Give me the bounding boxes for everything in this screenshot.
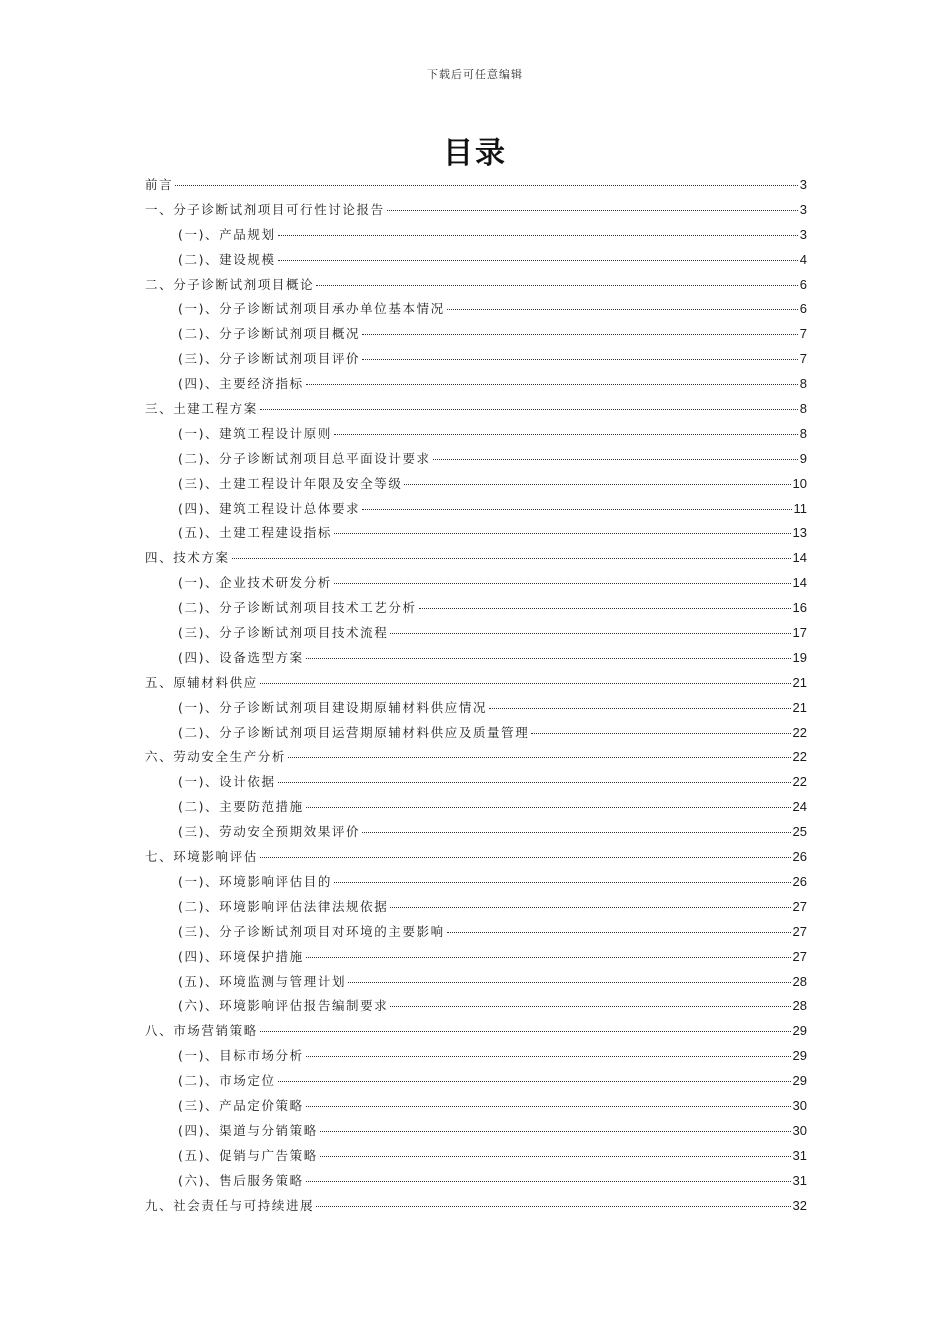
- toc-dot-leader: [320, 1156, 791, 1157]
- toc-section-entry[interactable]: [145, 947, 807, 972]
- toc-entry-title: (四)、环境保护措施: [178, 948, 304, 964]
- toc-section-entry[interactable]: [145, 996, 807, 1021]
- toc-page-number: 26: [792, 849, 807, 865]
- toc-entry-title: (三)、分子诊断试剂项目评价: [178, 351, 361, 367]
- toc-page-number: 21: [792, 699, 807, 715]
- toc-section-entry[interactable]: [145, 523, 807, 548]
- toc-dot-leader: [260, 409, 798, 410]
- toc-entry-title: (五)、环境监测与管理计划: [178, 973, 347, 989]
- toc-page-number: 26: [792, 873, 807, 889]
- toc-dot-leader: [387, 210, 798, 211]
- toc-entry-title: 前言: [145, 177, 174, 192]
- toc-dot-leader: [390, 907, 790, 908]
- toc-entry-title: 七、环境影响评估: [145, 849, 258, 865]
- toc-section-entry[interactable]: [145, 797, 807, 822]
- toc-page-number: 8: [799, 376, 807, 392]
- toc-section-entry[interactable]: [145, 723, 807, 748]
- toc-entry-title: (一)、分子诊断试剂项目承办单位基本情况: [178, 301, 445, 317]
- toc-section-entry[interactable]: [145, 1071, 807, 1096]
- toc-chapter-entry[interactable]: [145, 847, 807, 872]
- toc-entry-title: 五、原辅材料供应: [145, 674, 258, 690]
- toc-section-entry[interactable]: [145, 698, 807, 723]
- toc-page-number: 21: [792, 674, 807, 690]
- toc-dot-leader: [316, 285, 798, 286]
- toc-page-number: 13: [792, 525, 807, 541]
- toc-dot-leader: [404, 484, 790, 485]
- toc-entry-title: (四)、设备选型方案: [178, 649, 304, 665]
- toc-section-entry[interactable]: [145, 474, 807, 499]
- toc-page-number: 22: [792, 774, 807, 790]
- toc-entry-title: (三)、分子诊断试剂项目技术流程: [178, 625, 389, 641]
- toc-entry-title: (五)、土建工程建设指标: [178, 525, 332, 541]
- toc-chapter-entry[interactable]: [145, 1021, 807, 1046]
- toc-page-number: 7: [799, 326, 807, 342]
- toc-section-entry[interactable]: [145, 972, 807, 997]
- toc-section-entry[interactable]: [145, 922, 807, 947]
- toc-section-entry[interactable]: [145, 225, 807, 250]
- toc-entry-title: (三)、分子诊断试剂项目对环境的主要影响: [178, 923, 445, 939]
- toc-section-entry[interactable]: [145, 499, 807, 524]
- toc-page-number: 14: [792, 550, 807, 566]
- toc-entry-title: 二、分子诊断试剂项目概论: [145, 276, 315, 292]
- toc-entry-title: 六、劳动安全生产分析: [145, 749, 287, 765]
- toc-chapter-entry[interactable]: [145, 175, 807, 200]
- toc-entry-title: (一)、产品规划: [178, 226, 276, 242]
- toc-dot-leader: [447, 309, 798, 310]
- toc-page-number: 22: [792, 749, 807, 765]
- toc-dot-leader: [260, 857, 791, 858]
- toc-entry-title: (二)、环境影响评估法律法规依据: [178, 898, 389, 914]
- toc-dot-leader: [278, 235, 798, 236]
- toc-entry-title: (四)、主要经济指标: [178, 376, 304, 392]
- toc-dot-leader: [260, 1031, 791, 1032]
- toc-section-entry[interactable]: [145, 324, 807, 349]
- toc-chapter-entry[interactable]: [145, 275, 807, 300]
- toc-section-entry[interactable]: [145, 299, 807, 324]
- toc-section-entry[interactable]: [145, 897, 807, 922]
- toc-entry-title: (二)、建设规模: [178, 251, 276, 267]
- toc-entry-title: (一)、环境影响评估目的: [178, 873, 332, 889]
- toc-page-number: 9: [799, 450, 807, 466]
- toc-page-number: 32: [792, 1197, 807, 1213]
- toc-page-number: 10: [792, 475, 807, 491]
- toc-entry-title: (二)、主要防范措施: [178, 799, 304, 815]
- toc-page-number: 8: [799, 425, 807, 441]
- toc-entry-title: (一)、分子诊断试剂项目建设期原辅材料供应情况: [178, 699, 488, 715]
- toc-dot-leader: [362, 509, 791, 510]
- toc-entry-title: (三)、产品定价策略: [178, 1097, 304, 1113]
- toc-dot-leader: [362, 832, 790, 833]
- toc-chapter-entry[interactable]: [145, 548, 807, 573]
- toc-section-entry[interactable]: [145, 1046, 807, 1071]
- toc-page-number: 28: [792, 973, 807, 989]
- toc-dot-leader: [306, 384, 798, 385]
- toc-page-number: 25: [792, 824, 807, 840]
- toc-page-number: 29: [792, 1023, 807, 1039]
- toc-section-entry[interactable]: [145, 424, 807, 449]
- toc-page-number: 6: [799, 276, 807, 292]
- toc-section-entry[interactable]: [145, 374, 807, 399]
- toc-dot-leader: [531, 733, 790, 734]
- toc-chapter-entry[interactable]: [145, 673, 807, 698]
- toc-section-entry[interactable]: [145, 623, 807, 648]
- toc-page-number: 30: [792, 1122, 807, 1138]
- toc-page-number: 28: [792, 998, 807, 1014]
- toc-title: 目录: [443, 136, 507, 171]
- toc-dot-leader: [316, 1206, 790, 1207]
- toc-dot-leader: [334, 434, 798, 435]
- toc-entry-title: (二)、分子诊断试剂项目技术工艺分析: [178, 600, 417, 616]
- toc-page-number: 24: [792, 799, 807, 815]
- toc-page-number: 29: [792, 1048, 807, 1064]
- toc-dot-leader: [433, 459, 798, 460]
- toc-page-number: 8: [799, 401, 807, 417]
- toc-page-number: 4: [799, 251, 807, 267]
- toc-chapter-entry[interactable]: [145, 747, 807, 772]
- toc-page-number: 27: [792, 923, 807, 939]
- toc-dot-leader: [334, 882, 791, 883]
- toc-section-entry[interactable]: [145, 648, 807, 673]
- toc-dot-leader: [278, 1081, 791, 1082]
- toc-dot-leader: [390, 1006, 790, 1007]
- toc-dot-leader: [447, 932, 791, 933]
- toc-chapter-entry[interactable]: [145, 1196, 807, 1221]
- toc-dot-leader: [362, 359, 798, 360]
- toc-entry-title: (四)、建筑工程设计总体要求: [178, 500, 361, 516]
- toc-dot-leader: [306, 807, 791, 808]
- toc-entry-title: (二)、市场定位: [178, 1073, 276, 1089]
- toc-entry-title: (六)、环境影响评估报告编制要求: [178, 998, 389, 1014]
- toc-entry-title: (二)、分子诊断试剂项目概况: [178, 326, 361, 342]
- toc-dot-leader: [306, 1181, 791, 1182]
- toc-page-number: 3: [799, 177, 807, 192]
- toc-page-number: 16: [792, 600, 807, 616]
- toc-section-entry[interactable]: [145, 573, 807, 598]
- toc-dot-leader: [489, 708, 790, 709]
- toc-section-entry[interactable]: [145, 1146, 807, 1171]
- toc-dot-leader: [348, 982, 790, 983]
- toc-page-number: 19: [792, 649, 807, 665]
- toc-dot-leader: [260, 683, 791, 684]
- toc-page-number: 27: [792, 948, 807, 964]
- toc-section-entry[interactable]: [145, 1096, 807, 1121]
- toc-entry-title: (六)、售后服务策略: [178, 1172, 304, 1188]
- toc-dot-leader: [419, 608, 791, 609]
- toc-entry-title: 三、土建工程方案: [145, 401, 258, 417]
- header-note: 下载后可任意编辑: [427, 68, 523, 81]
- toc-dot-leader: [175, 185, 798, 186]
- toc-entry-title: (二)、分子诊断试剂项目运营期原辅材料供应及质量管理: [178, 724, 530, 740]
- toc-page-number: 7: [799, 351, 807, 367]
- toc-page-number: 14: [792, 575, 807, 591]
- toc-page-number: 11: [793, 500, 807, 516]
- toc-section-entry[interactable]: [145, 349, 807, 374]
- toc-section-entry[interactable]: [145, 1121, 807, 1146]
- toc-entry-title: (一)、目标市场分析: [178, 1048, 304, 1064]
- toc-dot-leader: [362, 334, 798, 335]
- toc-page-number: 3: [799, 201, 807, 217]
- toc-section-entry[interactable]: [145, 250, 807, 275]
- toc-page-number: 31: [792, 1147, 807, 1163]
- toc-entry-title: (一)、建筑工程设计原则: [178, 425, 332, 441]
- toc-entry-title: (四)、渠道与分销策略: [178, 1122, 318, 1138]
- toc-page-number: 3: [799, 226, 807, 242]
- toc-dot-leader: [306, 1056, 791, 1057]
- toc-section-entry[interactable]: [145, 449, 807, 474]
- toc-page-number: 29: [792, 1073, 807, 1089]
- toc-page-number: 27: [792, 898, 807, 914]
- toc-dot-leader: [288, 757, 791, 758]
- toc-entry-title: 一、分子诊断试剂项目可行性讨论报告: [145, 201, 385, 217]
- toc-page-number: 17: [792, 625, 807, 641]
- toc-chapter-entry[interactable]: [145, 200, 807, 225]
- toc-dot-leader: [306, 658, 791, 659]
- toc-dot-leader: [306, 957, 791, 958]
- toc-dot-leader: [334, 583, 791, 584]
- toc-entry-title: (一)、企业技术研发分析: [178, 575, 332, 591]
- toc-dot-leader: [320, 1131, 791, 1132]
- toc-page-number: 6: [799, 301, 807, 317]
- toc-section-entry[interactable]: [145, 822, 807, 847]
- toc-dot-leader: [306, 1106, 791, 1107]
- toc-dot-leader: [278, 260, 798, 261]
- toc-dot-leader: [334, 533, 791, 534]
- toc-page-number: 30: [792, 1097, 807, 1113]
- toc-page-number: 22: [792, 724, 807, 740]
- toc-section-entry[interactable]: [145, 872, 807, 897]
- toc-section-entry[interactable]: [145, 1171, 807, 1196]
- toc-entry-title: 九、社会责任与可持续进展: [145, 1197, 315, 1213]
- toc-entry-title: (三)、土建工程设计年限及安全等级: [178, 475, 403, 491]
- toc-page-number: 31: [792, 1172, 807, 1188]
- toc-section-entry[interactable]: [145, 772, 807, 797]
- toc-chapter-entry[interactable]: [145, 399, 807, 424]
- toc-entry-title: 四、技术方案: [145, 550, 230, 566]
- toc-entry-title: (三)、劳动安全预期效果评价: [178, 824, 361, 840]
- table-of-contents: [145, 175, 807, 1220]
- toc-dot-leader: [232, 558, 791, 559]
- toc-entry-title: (二)、分子诊断试剂项目总平面设计要求: [178, 450, 431, 466]
- toc-entry-title: (一)、设计依据: [178, 774, 276, 790]
- toc-dot-leader: [390, 633, 790, 634]
- toc-dot-leader: [278, 782, 791, 783]
- toc-entry-title: 八、市场营销策略: [145, 1023, 258, 1039]
- toc-section-entry[interactable]: [145, 598, 807, 623]
- toc-entry-title: (五)、促销与广告策略: [178, 1147, 318, 1163]
